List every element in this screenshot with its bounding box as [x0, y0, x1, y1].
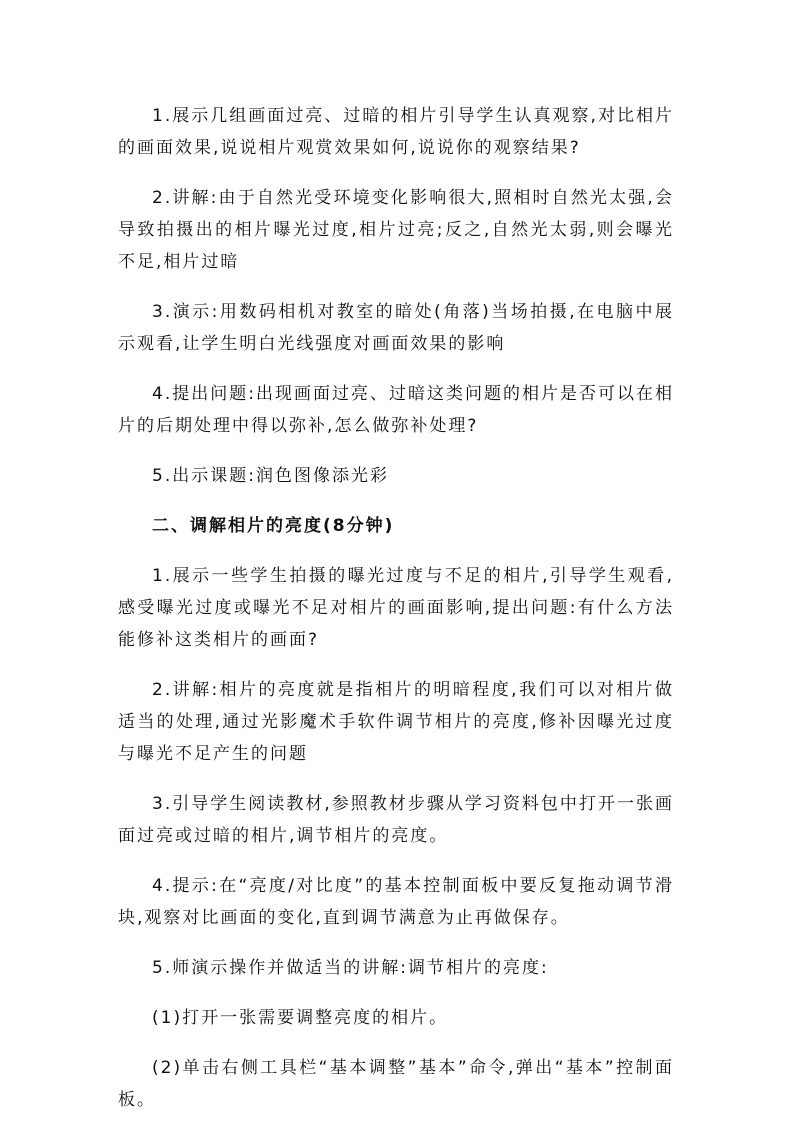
paragraph-section2-step-4: 4.提示:在“亮度/对比度”的基本控制面板中要反复拖动调节滑块,观察对比画面的变化,直到调节满意为止再做保存。: [118, 876, 674, 928]
paragraph-substep-1: (1)打开一张需要调整亮度的相片。: [152, 1008, 449, 1028]
paragraph-step-2-explain-exposure: 2.讲解:由于自然光受环境变化影响很大,照相时自然光太强,会导致拍摄出的相片曝光过度,相片过亮;反之,自然光太弱,则会曝光不足,相片过暗: [118, 188, 674, 272]
paragraph-section2-step-3: 3.引导学生阅读教材,参照教材步骤从学习资料包中打开一张画面过亮或过暗的相片,调节相片的亮度。: [118, 794, 674, 846]
section-heading-brightness: 二、调解相片的亮度(8分钟): [152, 516, 395, 536]
paragraph-substep-2: (2)单击右侧工具栏“基本调整”基本”命令,弹出“基本”控制面板。: [118, 1058, 674, 1110]
paragraph-section2-step-2: 2.讲解:相片的亮度就是指相片的明暗程度,我们可以对相片做适当的处理,通过光影魔术手软件调节相片的亮度,修补因曝光过度与曝光不足产生的问题: [118, 680, 674, 764]
paragraph-step-5-show-topic: 5.出示课题:润色图像添光彩: [152, 466, 389, 486]
paragraph-section2-step-5: 5.师演示操作并做适当的讲解:调节相片的亮度:: [152, 958, 549, 978]
paragraph-step-4-ask-question: 4.提出问题:出现画面过亮、过暗这类问题的相片是否可以在相片的后期处理中得以弥补,怎么做弥补处理?: [118, 384, 674, 436]
paragraph-step-1-show-photos: 1.展示几组画面过亮、过暗的相片引导学生认真观察,对比相片的画面效果,说说相片观赏效果如何,说说你的观察结果?: [118, 106, 674, 158]
document-body: [118, 100, 674, 1134]
paragraph-section2-step-1: 1.展示一些学生拍摄的曝光过度与不足的相片,引导学生观看,感受曝光过度或曝光不足对相片的画面影响,提出问题:有什么方法能修补这类相片的画面?: [118, 566, 674, 650]
paragraph-step-3-demonstrate: 3.演示:用数码相机对教室的暗处(角落)当场拍摄,在电脑中展示观看,让学生明白光线强度对画面效果的影响: [118, 302, 674, 354]
